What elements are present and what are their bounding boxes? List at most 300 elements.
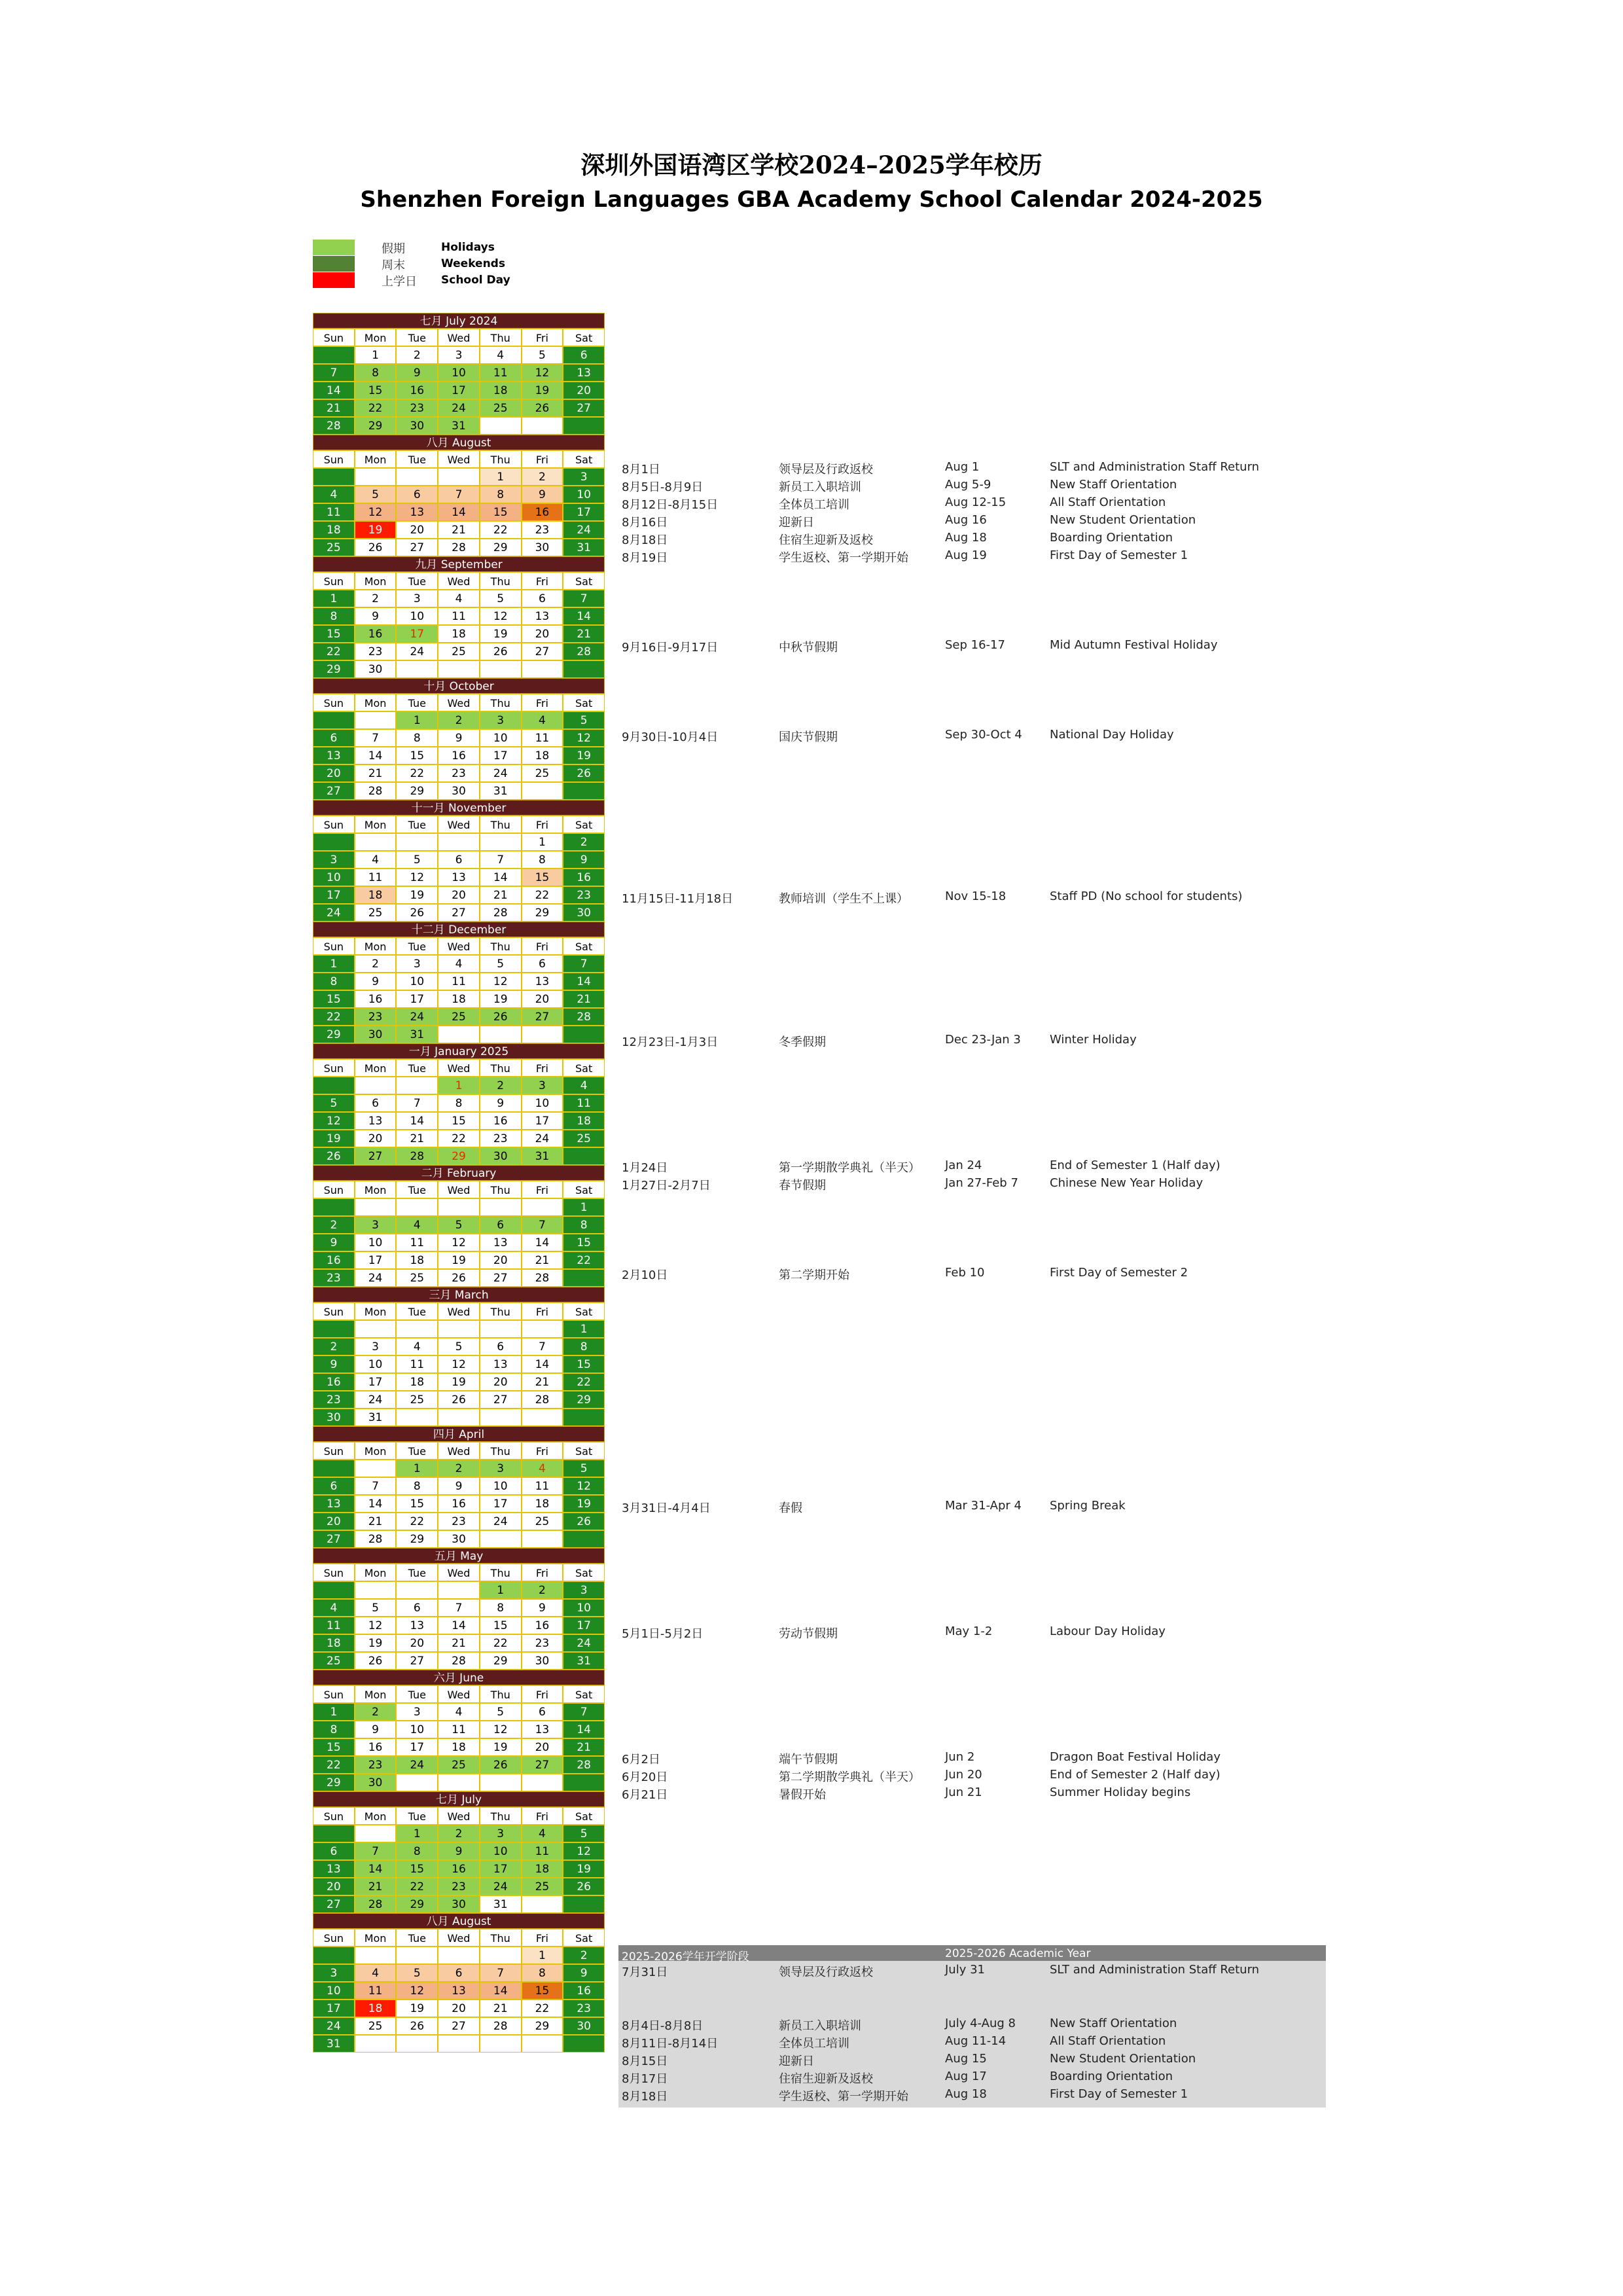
day-cell: 5 [313, 1094, 355, 1112]
event-title-en: New Staff Orientation [1050, 478, 1177, 492]
empty-cell [313, 1825, 355, 1842]
month-title: 一月 January 2025 [313, 1043, 605, 1059]
event-title-en: All Staff Orientation [1050, 2034, 1166, 2048]
day-cell: 21 [480, 2000, 522, 2017]
event-date-cn: 1月24日 [622, 1161, 668, 1175]
day-cell: 30 [438, 1895, 480, 1913]
day-cell: 30 [438, 782, 480, 800]
day-cell: 10 [396, 1721, 438, 1738]
event-date-en: Aug 5-9 [945, 478, 991, 492]
day-cell: 12 [355, 503, 397, 521]
empty-cell [480, 1198, 522, 1216]
empty-cell [563, 1026, 605, 1043]
empty-cell [396, 2035, 438, 2053]
day-cell: 22 [563, 1251, 605, 1269]
day-cell: 26 [522, 399, 563, 417]
day-cell: 29 [355, 417, 397, 435]
day-cell: 11 [438, 1721, 480, 1738]
day-cell: 13 [438, 1982, 480, 2000]
day-cell: 3 [396, 590, 438, 607]
day-cell: 1 [480, 468, 522, 486]
day-cell: 3 [313, 1964, 355, 1982]
day-cell: 20 [355, 1130, 397, 1147]
day-cell: 6 [313, 1477, 355, 1495]
empty-cell [480, 417, 522, 435]
event-title-cn: 劳动节假期 [779, 1627, 838, 1641]
day-cell: 28 [480, 2017, 522, 2035]
event-date-cn: 6月21日 [622, 1788, 668, 1802]
empty-cell [522, 417, 563, 435]
day-cell: 23 [355, 1756, 397, 1774]
day-cell: 2 [522, 1581, 563, 1599]
month-title: 二月 February [313, 1165, 605, 1181]
empty-cell [355, 833, 397, 851]
weekday-header: Wed [438, 1807, 480, 1825]
weekday-header: Mon [355, 1302, 397, 1320]
weekday-header: Wed [438, 1564, 480, 1581]
day-cell: 1 [396, 1825, 438, 1842]
day-cell: 15 [313, 990, 355, 1008]
weekday-header: Sat [563, 1181, 605, 1198]
day-cell: 12 [396, 869, 438, 886]
day-cell: 31 [355, 1408, 397, 1426]
weekday-header: Thu [480, 1685, 522, 1703]
month-title: 六月 June [313, 1670, 605, 1685]
day-cell: 14 [480, 869, 522, 886]
day-cell: 7 [355, 729, 397, 747]
day-cell: 19 [480, 990, 522, 1008]
weekday-header: Mon [355, 450, 397, 468]
empty-cell [563, 1269, 605, 1287]
day-cell: 13 [522, 607, 563, 625]
day-cell: 14 [355, 747, 397, 764]
event-date-cn: 8月18日 [622, 533, 668, 547]
day-cell: 2 [438, 711, 480, 729]
day-cell: 1 [313, 590, 355, 607]
weekday-header: Sat [563, 1807, 605, 1825]
day-cell: 13 [313, 1860, 355, 1878]
day-cell: 28 [480, 904, 522, 922]
day-cell: 16 [480, 1112, 522, 1130]
day-cell: 24 [480, 764, 522, 782]
day-cell: 18 [396, 1251, 438, 1269]
legend-label-cn: 周末 [382, 259, 405, 272]
event-date-cn: 8月15日 [622, 2054, 668, 2068]
day-cell: 17 [396, 625, 438, 643]
day-cell: 20 [438, 2000, 480, 2017]
empty-cell [563, 1774, 605, 1791]
weekday-header: Fri [522, 937, 563, 955]
weekday-header: Fri [522, 1302, 563, 1320]
day-cell: 6 [480, 1216, 522, 1234]
day-cell: 31 [480, 1895, 522, 1913]
day-cell: 5 [563, 711, 605, 729]
day-cell: 18 [313, 521, 355, 539]
weekday-header: Tue [396, 1059, 438, 1077]
event-title-cn: 迎新日 [779, 516, 814, 529]
empty-cell [438, 1320, 480, 1338]
day-cell: 12 [563, 729, 605, 747]
day-cell: 18 [563, 1112, 605, 1130]
day-cell: 4 [355, 851, 397, 869]
day-cell: 10 [563, 486, 605, 503]
weekday-header: Sat [563, 1929, 605, 1946]
day-cell: 15 [438, 1112, 480, 1130]
day-cell: 7 [438, 1599, 480, 1617]
day-cell: 16 [563, 1982, 605, 2000]
event-date-cn: 5月1日-5月2日 [622, 1627, 704, 1641]
month-title: 十二月 December [313, 922, 605, 937]
event-title-en: Staff PD (No school for students) [1050, 889, 1243, 903]
event-date-cn: 8月19日 [622, 551, 668, 565]
event-title-cn: 冬季假期 [779, 1035, 826, 1049]
day-cell: 23 [480, 1130, 522, 1147]
event-title-en: First Day of Semester 1 [1050, 2087, 1188, 2101]
event-date-en: Aug 11-14 [945, 2034, 1007, 2048]
month-title: 七月 July [313, 1791, 605, 1807]
event-date-en: Jan 27-Feb 7 [945, 1176, 1018, 1190]
day-cell: 8 [396, 1842, 438, 1860]
day-cell: 10 [563, 1599, 605, 1617]
empty-cell [480, 2035, 522, 2053]
day-cell: 4 [480, 346, 522, 364]
day-cell: 11 [355, 1982, 397, 2000]
day-cell: 9 [438, 1477, 480, 1495]
weekday-header: Tue [396, 1564, 438, 1581]
empty-cell [355, 1581, 397, 1599]
event-title-cn: 全体员工培训 [779, 498, 849, 512]
weekday-header: Wed [438, 694, 480, 711]
day-cell: 30 [313, 1408, 355, 1426]
day-cell: 26 [480, 643, 522, 660]
weekday-header: Wed [438, 1181, 480, 1198]
day-cell: 24 [480, 1878, 522, 1895]
day-cell: 16 [313, 1251, 355, 1269]
day-cell: 5 [438, 1216, 480, 1234]
empty-cell [313, 468, 355, 486]
day-cell: 16 [438, 1860, 480, 1878]
empty-cell [480, 1946, 522, 1964]
legend-label-en: Weekends [441, 257, 505, 270]
day-cell: 11 [313, 1617, 355, 1634]
day-cell: 14 [355, 1495, 397, 1513]
empty-cell [522, 1026, 563, 1043]
day-cell: 23 [313, 1391, 355, 1408]
day-cell: 21 [355, 1513, 397, 1530]
day-cell: 3 [355, 1216, 397, 1234]
day-cell: 27 [396, 539, 438, 556]
day-cell: 5 [480, 955, 522, 973]
day-cell: 27 [480, 1269, 522, 1287]
event-date-cn: 8月18日 [622, 2090, 668, 2104]
day-cell: 7 [522, 1216, 563, 1234]
event-date-cn: 1月27日-2月7日 [622, 1179, 711, 1193]
day-cell: 22 [396, 764, 438, 782]
day-cell: 30 [355, 1026, 397, 1043]
day-cell: 29 [480, 1652, 522, 1670]
day-cell: 26 [480, 1756, 522, 1774]
day-cell: 7 [396, 1094, 438, 1112]
weekday-header: Sat [563, 937, 605, 955]
day-cell: 3 [563, 468, 605, 486]
weekday-header: Tue [396, 1181, 438, 1198]
empty-cell [355, 1825, 397, 1842]
event-title-en: Mid Autumn Festival Holiday [1050, 638, 1218, 652]
day-cell: 14 [522, 1355, 563, 1373]
day-cell: 4 [438, 1703, 480, 1721]
weekday-header: Mon [355, 1059, 397, 1077]
month-block [313, 800, 605, 922]
day-cell: 29 [313, 1774, 355, 1791]
event-date-en: Jan 24 [945, 1158, 982, 1172]
empty-cell [313, 1320, 355, 1338]
weekday-header: Sun [313, 1302, 355, 1320]
day-cell: 22 [313, 1008, 355, 1026]
day-cell: 1 [438, 1077, 480, 1094]
empty-cell [563, 1530, 605, 1548]
day-cell: 27 [313, 1530, 355, 1548]
day-cell: 30 [355, 660, 397, 678]
month-title: 五月 May [313, 1548, 605, 1564]
weekday-header: Sun [313, 937, 355, 955]
month-title: 十月 October [313, 678, 605, 694]
day-cell: 15 [396, 1495, 438, 1513]
weekday-header: Mon [355, 1181, 397, 1198]
day-cell: 30 [355, 1774, 397, 1791]
empty-cell [563, 1895, 605, 1913]
day-cell: 2 [355, 590, 397, 607]
month-block [313, 556, 605, 678]
day-cell: 24 [522, 1130, 563, 1147]
day-cell: 7 [313, 364, 355, 382]
day-cell: 29 [480, 539, 522, 556]
weekday-header: Mon [355, 937, 397, 955]
day-cell: 17 [396, 1738, 438, 1756]
day-cell: 11 [563, 1094, 605, 1112]
day-cell: 28 [438, 539, 480, 556]
empty-cell [438, 1026, 480, 1043]
event-title-cn: 春节假期 [779, 1179, 826, 1193]
weekday-header: Fri [522, 572, 563, 590]
empty-cell [313, 1198, 355, 1216]
event-date-en: Aug 18 [945, 2087, 987, 2101]
event-title-cn: 领导层及行政返校 [779, 463, 873, 476]
event-date-cn: 8月1日 [622, 463, 660, 476]
day-cell: 4 [522, 711, 563, 729]
weekday-header: Tue [396, 329, 438, 346]
weekday-header: Tue [396, 572, 438, 590]
event-title-en: End of Semester 1 (Half day) [1050, 1158, 1221, 1172]
day-cell: 15 [480, 1617, 522, 1634]
weekday-header: Mon [355, 1685, 397, 1703]
day-cell: 9 [355, 1721, 397, 1738]
empty-cell [438, 1581, 480, 1599]
calendar [313, 313, 605, 2053]
day-cell: 6 [438, 1964, 480, 1982]
day-cell: 4 [396, 1216, 438, 1234]
day-cell: 28 [563, 643, 605, 660]
day-cell: 20 [480, 1373, 522, 1391]
weekday-header: Fri [522, 329, 563, 346]
day-cell: 16 [313, 1373, 355, 1391]
day-cell: 20 [396, 521, 438, 539]
weekday-header: Mon [355, 329, 397, 346]
legend-label-en: Holidays [441, 241, 495, 254]
weekday-header: Sat [563, 816, 605, 833]
empty-cell [563, 417, 605, 435]
day-cell: 16 [522, 1617, 563, 1634]
day-cell: 23 [522, 1634, 563, 1652]
empty-cell [396, 1774, 438, 1791]
month-block [313, 1165, 605, 1287]
empty-cell [522, 1198, 563, 1216]
weekday-header: Mon [355, 1807, 397, 1825]
day-cell: 26 [355, 1652, 397, 1670]
event-title-en: Spring Break [1050, 1499, 1126, 1513]
day-cell: 2 [396, 346, 438, 364]
weekday-header: Sun [313, 1807, 355, 1825]
weekday-header: Thu [480, 1807, 522, 1825]
event-title-cn: 全体员工培训 [779, 2037, 849, 2051]
weekday-header: Sat [563, 1302, 605, 1320]
day-cell: 11 [480, 364, 522, 382]
event-title-cn: 中秋节假期 [779, 641, 838, 655]
day-cell: 5 [563, 1825, 605, 1842]
empty-cell [522, 782, 563, 800]
weekday-header: Fri [522, 1564, 563, 1581]
day-cell: 9 [355, 607, 397, 625]
month-title: 七月 July 2024 [313, 313, 605, 329]
event-title-en: SLT and Administration Staff Return [1050, 1963, 1260, 1977]
event-date-cn: 8月4日-8月8日 [622, 2019, 704, 2033]
day-cell: 21 [438, 521, 480, 539]
event-date-en: Dec 23-Jan 3 [945, 1033, 1021, 1047]
weekday-header: Sun [313, 694, 355, 711]
weekday-header: Sun [313, 1564, 355, 1581]
legend-label-cn: 假期 [382, 242, 405, 256]
day-cell: 24 [396, 643, 438, 660]
day-cell: 19 [396, 2000, 438, 2017]
day-cell: 9 [480, 1094, 522, 1112]
weekday-header: Wed [438, 816, 480, 833]
event-date-en: Aug 18 [945, 531, 987, 545]
day-cell: 6 [355, 1094, 397, 1112]
day-cell: 6 [522, 1703, 563, 1721]
day-cell: 9 [563, 851, 605, 869]
day-cell: 19 [480, 1738, 522, 1756]
weekday-header: Sat [563, 1442, 605, 1460]
day-cell: 14 [313, 382, 355, 399]
event-date-cn: 3月31日-4月4日 [622, 1501, 711, 1515]
day-cell: 26 [355, 539, 397, 556]
empty-cell [396, 468, 438, 486]
day-cell: 10 [522, 1094, 563, 1112]
day-cell: 16 [438, 1495, 480, 1513]
day-cell: 18 [396, 1373, 438, 1391]
day-cell: 11 [522, 1477, 563, 1495]
weekday-header: Tue [396, 450, 438, 468]
day-cell: 30 [522, 539, 563, 556]
month-block [313, 922, 605, 1043]
day-cell: 26 [563, 1878, 605, 1895]
day-cell: 12 [480, 973, 522, 990]
weekday-header: Sun [313, 1685, 355, 1703]
weekday-header: Mon [355, 816, 397, 833]
legend-label-en: School Day [441, 274, 510, 287]
empty-cell [438, 660, 480, 678]
day-cell: 20 [480, 1251, 522, 1269]
weekday-header: Sun [313, 1929, 355, 1946]
day-cell: 4 [396, 1338, 438, 1355]
day-cell: 8 [396, 1477, 438, 1495]
event-date-cn: 7月31日 [622, 1965, 668, 1979]
weekday-header: Thu [480, 937, 522, 955]
day-cell: 17 [480, 1860, 522, 1878]
event-title-cn: 新员工入职培训 [779, 2019, 861, 2033]
weekday-header: Fri [522, 694, 563, 711]
day-cell: 22 [563, 1373, 605, 1391]
empty-cell [438, 833, 480, 851]
day-cell: 22 [480, 521, 522, 539]
day-cell: 26 [480, 1008, 522, 1026]
day-cell: 24 [313, 904, 355, 922]
day-cell: 27 [480, 1391, 522, 1408]
day-cell: 25 [355, 904, 397, 922]
month-block [313, 1426, 605, 1548]
day-cell: 18 [522, 1860, 563, 1878]
day-cell: 5 [396, 851, 438, 869]
day-cell: 11 [396, 1234, 438, 1251]
day-cell: 19 [438, 1251, 480, 1269]
day-cell: 22 [313, 643, 355, 660]
day-cell: 18 [522, 747, 563, 764]
empty-cell [355, 1460, 397, 1477]
day-cell: 25 [438, 643, 480, 660]
day-cell: 27 [563, 399, 605, 417]
day-cell: 30 [522, 1652, 563, 1670]
day-cell: 12 [563, 1477, 605, 1495]
day-cell: 19 [438, 1373, 480, 1391]
month-block [313, 1287, 605, 1426]
empty-cell [522, 1530, 563, 1548]
day-cell: 12 [438, 1234, 480, 1251]
event-title-cn: 住宿生迎新及返校 [779, 533, 873, 547]
page-title-en: Shenzhen Foreign Languages GBA Academy School Calendar 2024-2025 [360, 187, 1263, 213]
day-cell: 28 [563, 1008, 605, 1026]
event-title-en: Chinese New Year Holiday [1050, 1176, 1204, 1190]
day-cell: 13 [313, 747, 355, 764]
empty-cell [522, 1320, 563, 1338]
day-cell: 25 [522, 1513, 563, 1530]
weekday-header: Mon [355, 694, 397, 711]
day-cell: 27 [313, 1895, 355, 1913]
day-cell: 31 [563, 1652, 605, 1670]
empty-cell [313, 711, 355, 729]
event-title-en: Boarding Orientation [1050, 531, 1173, 545]
day-cell: 30 [563, 904, 605, 922]
day-cell: 7 [563, 1703, 605, 1721]
empty-cell [438, 2035, 480, 2053]
empty-cell [396, 1581, 438, 1599]
empty-cell [313, 1460, 355, 1477]
day-cell: 2 [563, 1946, 605, 1964]
day-cell: 31 [480, 782, 522, 800]
event-title-cn: 国庆节假期 [779, 730, 838, 744]
day-cell: 6 [563, 346, 605, 364]
empty-cell [522, 1895, 563, 1913]
day-cell: 26 [438, 1269, 480, 1287]
day-cell: 9 [522, 486, 563, 503]
